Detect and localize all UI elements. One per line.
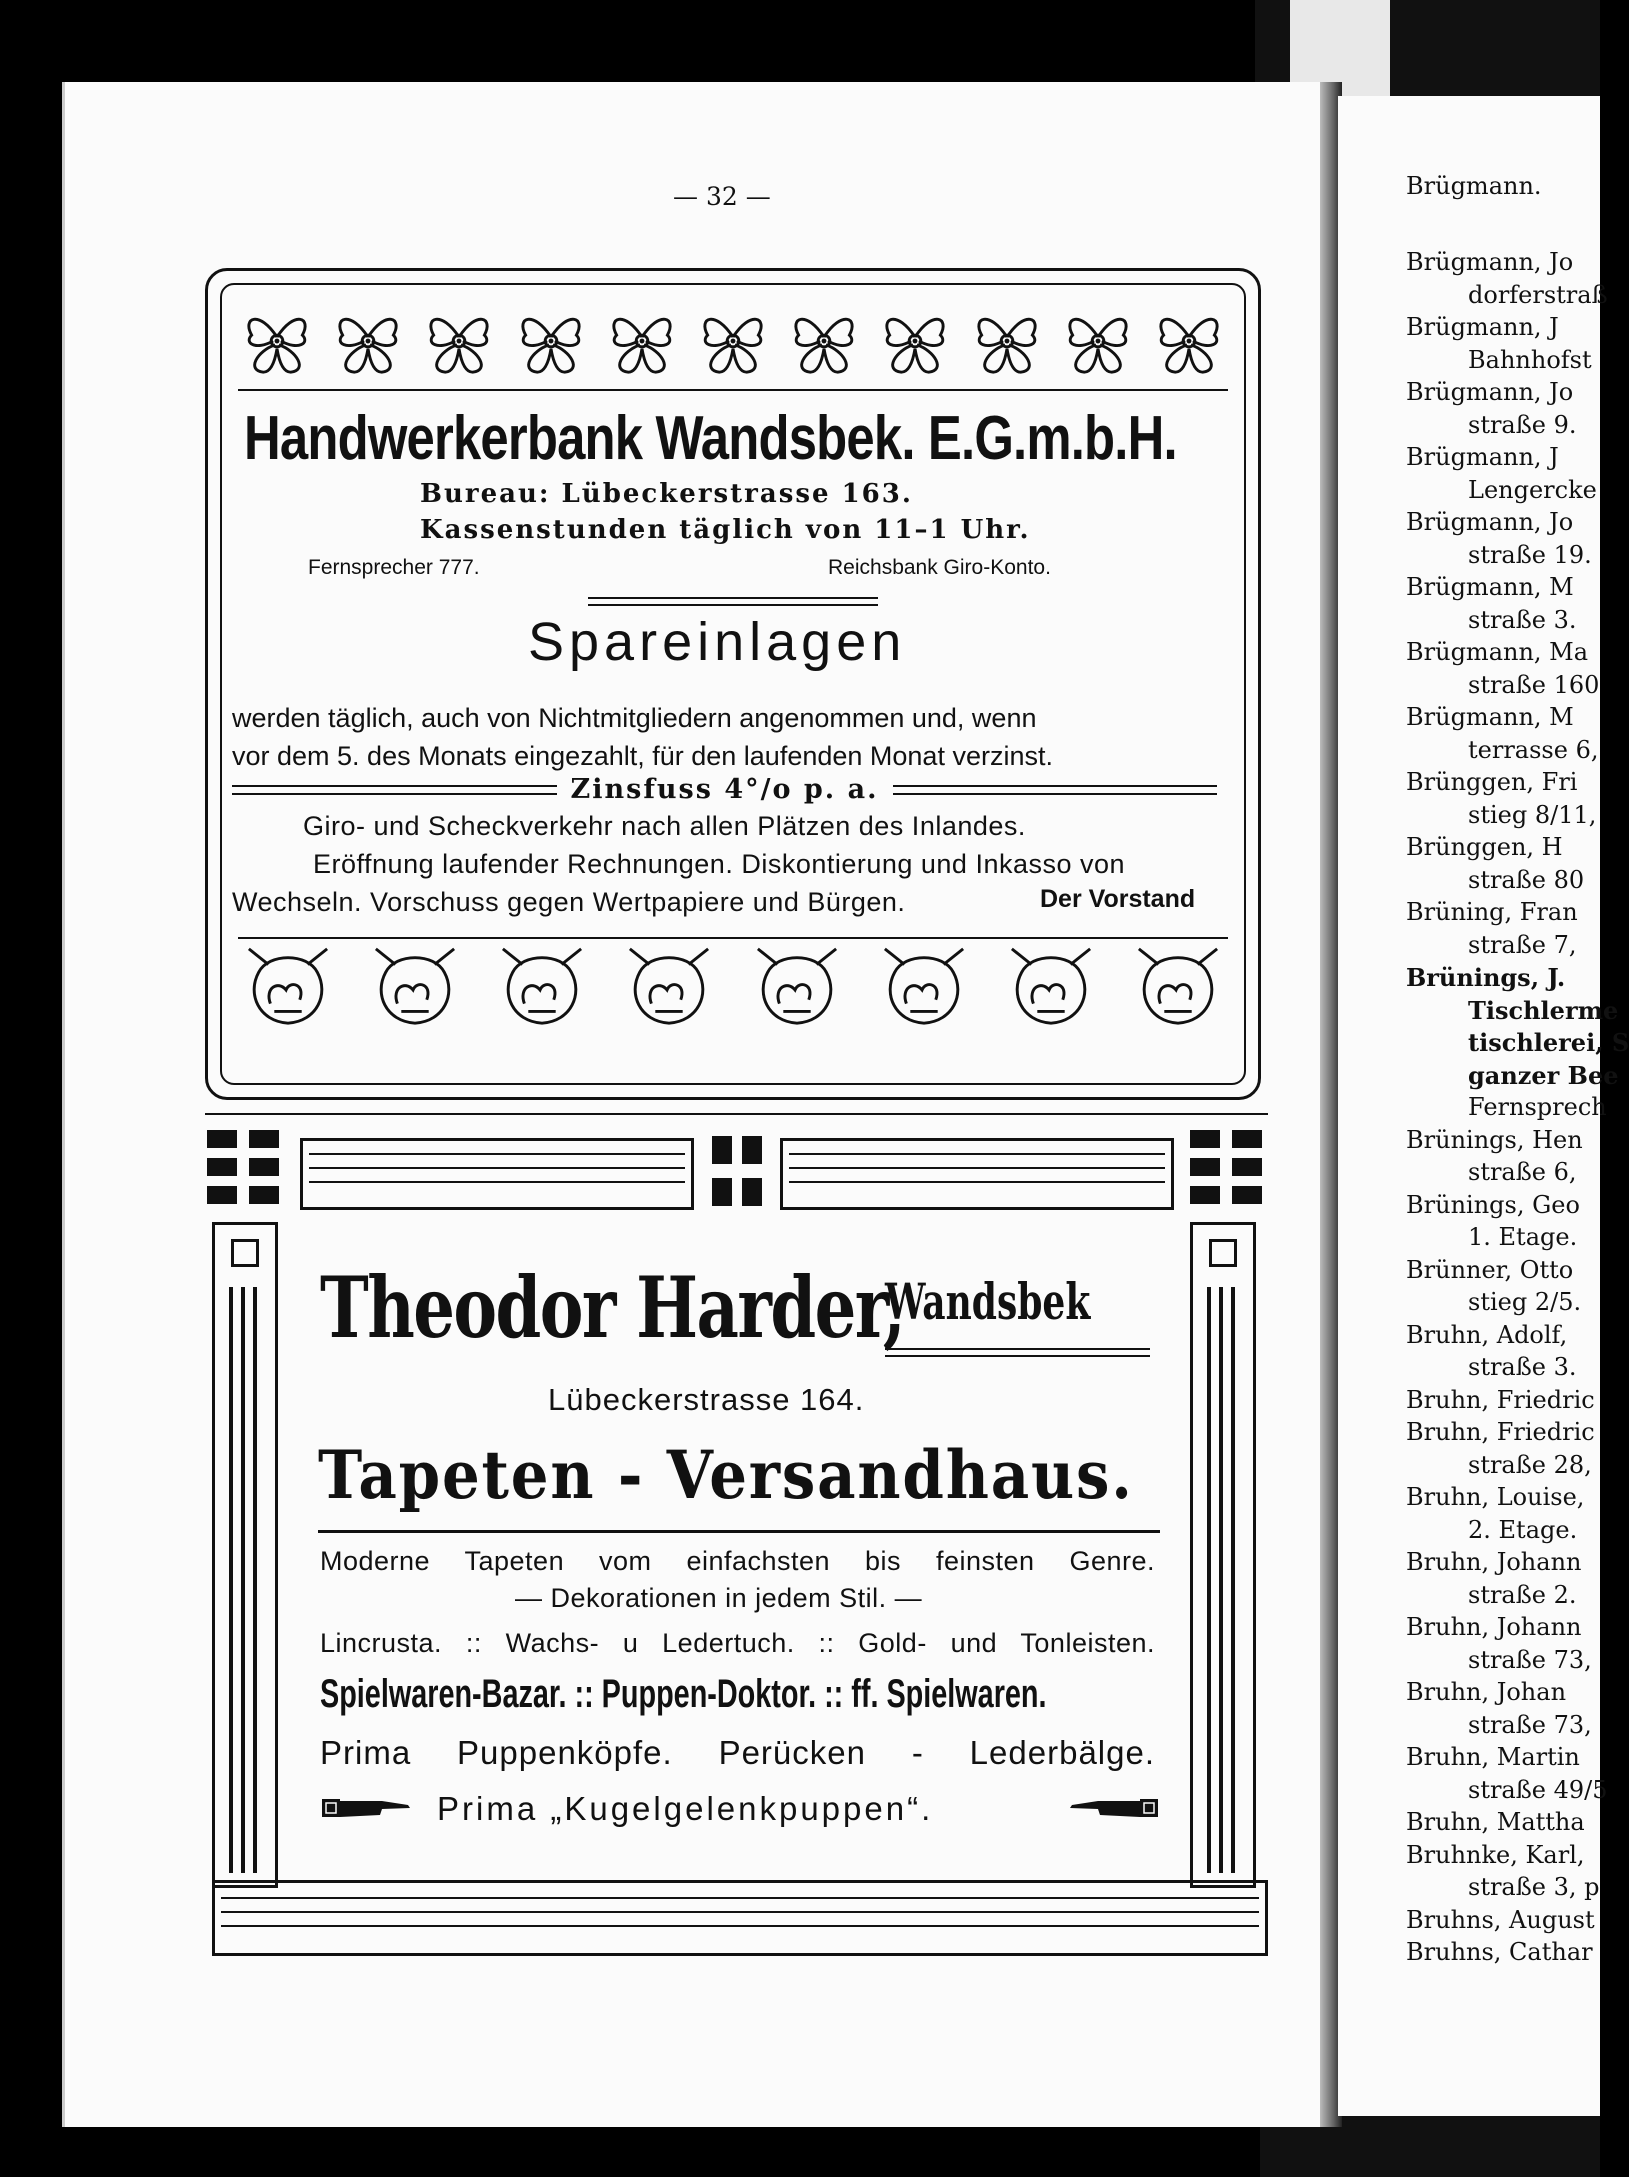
bank-title: Handwerkerbank Wandsbek. E.G.m.b.H. <box>244 404 1177 473</box>
doll-heads-text: Prima Puppenköpfe. Perücken - Lederbälge. <box>320 1734 1155 1771</box>
directory-entry-line: Bruhns, August <box>1406 1905 1595 1934</box>
directory-entry-line: Brügmann, M <box>1406 703 1574 731</box>
directory-entry-line: Bruhn, Friedric <box>1406 1385 1595 1414</box>
directory-entry-line: Brügmann, Jo <box>1406 378 1574 406</box>
harder-ad-top-rule <box>205 1113 1268 1115</box>
directory-entry-line: Brügmann, M <box>1406 573 1574 601</box>
directory-entry-line: straße 80 <box>1468 865 1585 894</box>
directory-entry-line: straße 73, <box>1468 1645 1592 1674</box>
directory-entry-line: straße 160 <box>1468 670 1600 699</box>
directory-entry-line: terrasse 6, <box>1468 735 1599 764</box>
bank-bureau: Bureau: Lübeckerstrasse 163. <box>420 479 913 509</box>
flower-ornament-icon <box>785 301 863 381</box>
bank-hours: Kassenstunden täglich von 11–1 Uhr. <box>420 515 1031 545</box>
directory-entry-line: stieg 2/5. <box>1468 1288 1582 1316</box>
accounts-text: Eröffnung laufender Rechnungen. Diskontierung und Inkasso von <box>313 849 1126 879</box>
double-rule <box>588 597 878 606</box>
flower-ornament-icon <box>238 301 316 381</box>
directory-entry-line: Fernsprech <box>1468 1093 1607 1121</box>
pointing-hand-right-icon <box>322 1793 414 1823</box>
materials-text: Lincrusta. :: Wachs- u Ledertuch. :: Gold- und Tonleisten. <box>320 1628 1155 1658</box>
block-ornament <box>1232 1130 1262 1148</box>
harder-address: Lübeckerstrasse 164. <box>548 1382 865 1417</box>
flower-ornament-icon <box>1150 301 1228 381</box>
double-rule-right <box>893 785 1218 795</box>
directory-entry-line: Bruhn, Friedric <box>1406 1418 1595 1446</box>
directory-entry-line: Bruhn, Johann <box>1406 1613 1582 1641</box>
board-signature: Der Vorstand <box>1040 885 1196 913</box>
leaf-ornament-icon <box>1001 943 1101 1031</box>
leaf-ornament-icon <box>619 943 719 1031</box>
flower-ornament-icon <box>694 301 772 381</box>
flower-ornament-icon <box>876 301 954 381</box>
harder-headline: Tapeten - Versandhaus. <box>318 1436 1134 1514</box>
bank-giro-account: Reichsbank Giro-Konto. <box>828 556 1051 579</box>
directory-entry-line: straße 3. <box>1468 605 1577 634</box>
flower-ornament-icon <box>329 301 407 381</box>
directory-entry-line: straße 3. <box>1468 1353 1577 1381</box>
decorative-pillar-right <box>1190 1222 1256 1888</box>
interest-row <box>232 774 1217 805</box>
directory-entry-line: 2. Etage. <box>1468 1515 1578 1544</box>
directory-entry-line: Bruhnke, Karl, <box>1406 1840 1585 1869</box>
block-ornament <box>1190 1130 1220 1148</box>
block-ornament <box>249 1186 279 1204</box>
pointing-hand-left-icon <box>1066 1793 1158 1823</box>
savings-line-1: werden täglich, auch von Nichtmitgliedern angenommen und, wenn <box>232 703 1037 733</box>
ornament-rule-bottom <box>238 937 1228 939</box>
directory-entry-line: stieg 8/11, <box>1468 800 1597 829</box>
directory-entry-line: straße 19. <box>1468 540 1592 569</box>
directory-entry-line: Brügmann, J <box>1406 443 1559 471</box>
directory-entry-line: Bruhn, Johann <box>1406 1548 1582 1576</box>
directory-entry-line: Brügmann, Ma <box>1406 638 1589 666</box>
block-ornament <box>249 1130 279 1148</box>
flower-ornament-icon <box>512 301 590 381</box>
directory-entry-line: Bruhn, Johan <box>1406 1678 1567 1706</box>
directory-entry-line: tischlerei, S <box>1468 1028 1629 1057</box>
block-ornament <box>207 1158 237 1176</box>
striped-panel-right <box>780 1138 1174 1210</box>
directory-entry-line: Brünggen, H <box>1406 833 1563 861</box>
directory-entry-line: straße 7, <box>1468 930 1577 959</box>
directory-entry-line: Brünner, Otto <box>1406 1255 1574 1284</box>
directory-entry-line: Brügmann, Jo <box>1406 508 1574 536</box>
double-rule-left <box>232 785 557 795</box>
flower-ornament-icon <box>420 301 498 381</box>
directory-entry-line: ganzer Bee <box>1468 1060 1619 1090</box>
block-ornament <box>712 1136 732 1164</box>
right-page-header: Brügmann. <box>1406 172 1542 200</box>
block-ornament <box>207 1130 237 1148</box>
ball-joint-dolls-text: Prima „Kugelgelenkpuppen“. <box>437 1790 934 1827</box>
directory-entry-line: straße 28, <box>1468 1450 1592 1479</box>
directory-entry-line: Brünggen, Fri <box>1406 768 1578 796</box>
directory-entry-line: straße 49/5 <box>1468 1775 1608 1804</box>
directory-entry-line: Bruhn, Mattha <box>1406 1808 1585 1836</box>
directory-entry-line: Bruhn, Martin <box>1406 1743 1580 1771</box>
page-number: — 32 — <box>673 182 771 211</box>
directory-entry-line: Bruhn, Adolf, <box>1406 1320 1568 1349</box>
leaf-ornament-icon <box>874 943 974 1031</box>
directory-entry-line: straße 9. <box>1468 410 1577 439</box>
flower-ornament-icon <box>1059 301 1137 381</box>
town-underline <box>885 1348 1150 1357</box>
bills-text: Wechseln. Vorschuss gegen Wertpapiere und Bürgen. <box>232 887 906 917</box>
directory-entry-line: Brünings, Hen <box>1406 1125 1583 1154</box>
block-ornament <box>712 1178 732 1206</box>
directory-entry-line: dorferstraß <box>1468 280 1608 309</box>
directory-entry-line: Lengercke <box>1468 475 1597 504</box>
directory-entry-line: 1. Etage. <box>1468 1223 1578 1251</box>
giro-text: Giro- und Scheckverkehr nach allen Plätzen des Inlandes. <box>303 811 1026 841</box>
directory-entry-line: Brügmann, J <box>1406 313 1559 341</box>
directory-entry-line: Bruhns, Cathar <box>1406 1938 1593 1966</box>
wallpaper-text: Moderne Tapeten vom einfachsten bis feinsten Genre. <box>320 1546 1155 1576</box>
block-ornament <box>742 1178 762 1206</box>
directory-entry-line: Brügmann, Jo <box>1406 248 1574 276</box>
toys-text: Spielwaren-Bazar. :: Puppen-Doktor. :: ff. Spielwaren. <box>320 1672 1047 1716</box>
leaf-ornament-icon <box>492 943 592 1031</box>
ornament-rule <box>238 389 1228 391</box>
directory-entry-line: straße 73, <box>1468 1710 1592 1739</box>
directory-entry-line: straße 2. <box>1468 1580 1577 1609</box>
harder-name: Theodor Harder, <box>320 1258 905 1357</box>
directory-entry-line: Bruhn, Louise, <box>1406 1483 1585 1511</box>
leaf-ornament-icon <box>365 943 465 1031</box>
block-ornament <box>742 1136 762 1164</box>
block-ornament <box>249 1158 279 1176</box>
savings-heading: Spareinlagen <box>528 612 907 672</box>
leaf-ornament-icon <box>1128 943 1228 1031</box>
block-ornament <box>1232 1186 1262 1204</box>
decorative-pillar-left <box>212 1222 278 1888</box>
harder-town: Wandsbek <box>885 1272 1091 1331</box>
directory-entry-line: straße 3, p <box>1468 1873 1600 1901</box>
striped-panel-bottom <box>212 1880 1268 1956</box>
leaf-ornament-row <box>238 943 1228 1033</box>
savings-line-2: vor dem 5. des Monats eingezahlt, für den laufenden Monat verzinst. <box>232 741 1053 771</box>
interest-rate: Zinsfuss 4°/o p. a. <box>570 774 879 805</box>
floral-ornament-row <box>238 301 1228 383</box>
decorations-text: — Dekorationen in jedem Stil. — <box>515 1583 923 1613</box>
directory-entry-line: Brüning, Fran <box>1406 898 1578 926</box>
bank-phone: Fernsprecher 777. <box>308 556 480 579</box>
striped-panel-left <box>300 1138 694 1210</box>
directory-entry-line: straße 6, <box>1468 1158 1577 1186</box>
block-ornament <box>1190 1186 1220 1204</box>
directory-entry-line: Brünings, Geo <box>1406 1190 1580 1219</box>
directory-entry-line: Bahnhofst <box>1468 345 1592 374</box>
flower-ornament-icon <box>968 301 1046 381</box>
leaf-ornament-icon <box>238 943 338 1031</box>
directory-entry-line: Tischlerme <box>1468 995 1619 1025</box>
bank-advertisement <box>205 268 1261 1100</box>
block-ornament <box>1232 1158 1262 1176</box>
block-ornament <box>207 1186 237 1204</box>
block-ornament <box>1190 1158 1220 1176</box>
flower-ornament-icon <box>603 301 681 381</box>
leaf-ornament-icon <box>747 943 847 1031</box>
directory-entry-line: Brünings, J. <box>1406 963 1566 992</box>
harder-divider <box>318 1530 1160 1533</box>
